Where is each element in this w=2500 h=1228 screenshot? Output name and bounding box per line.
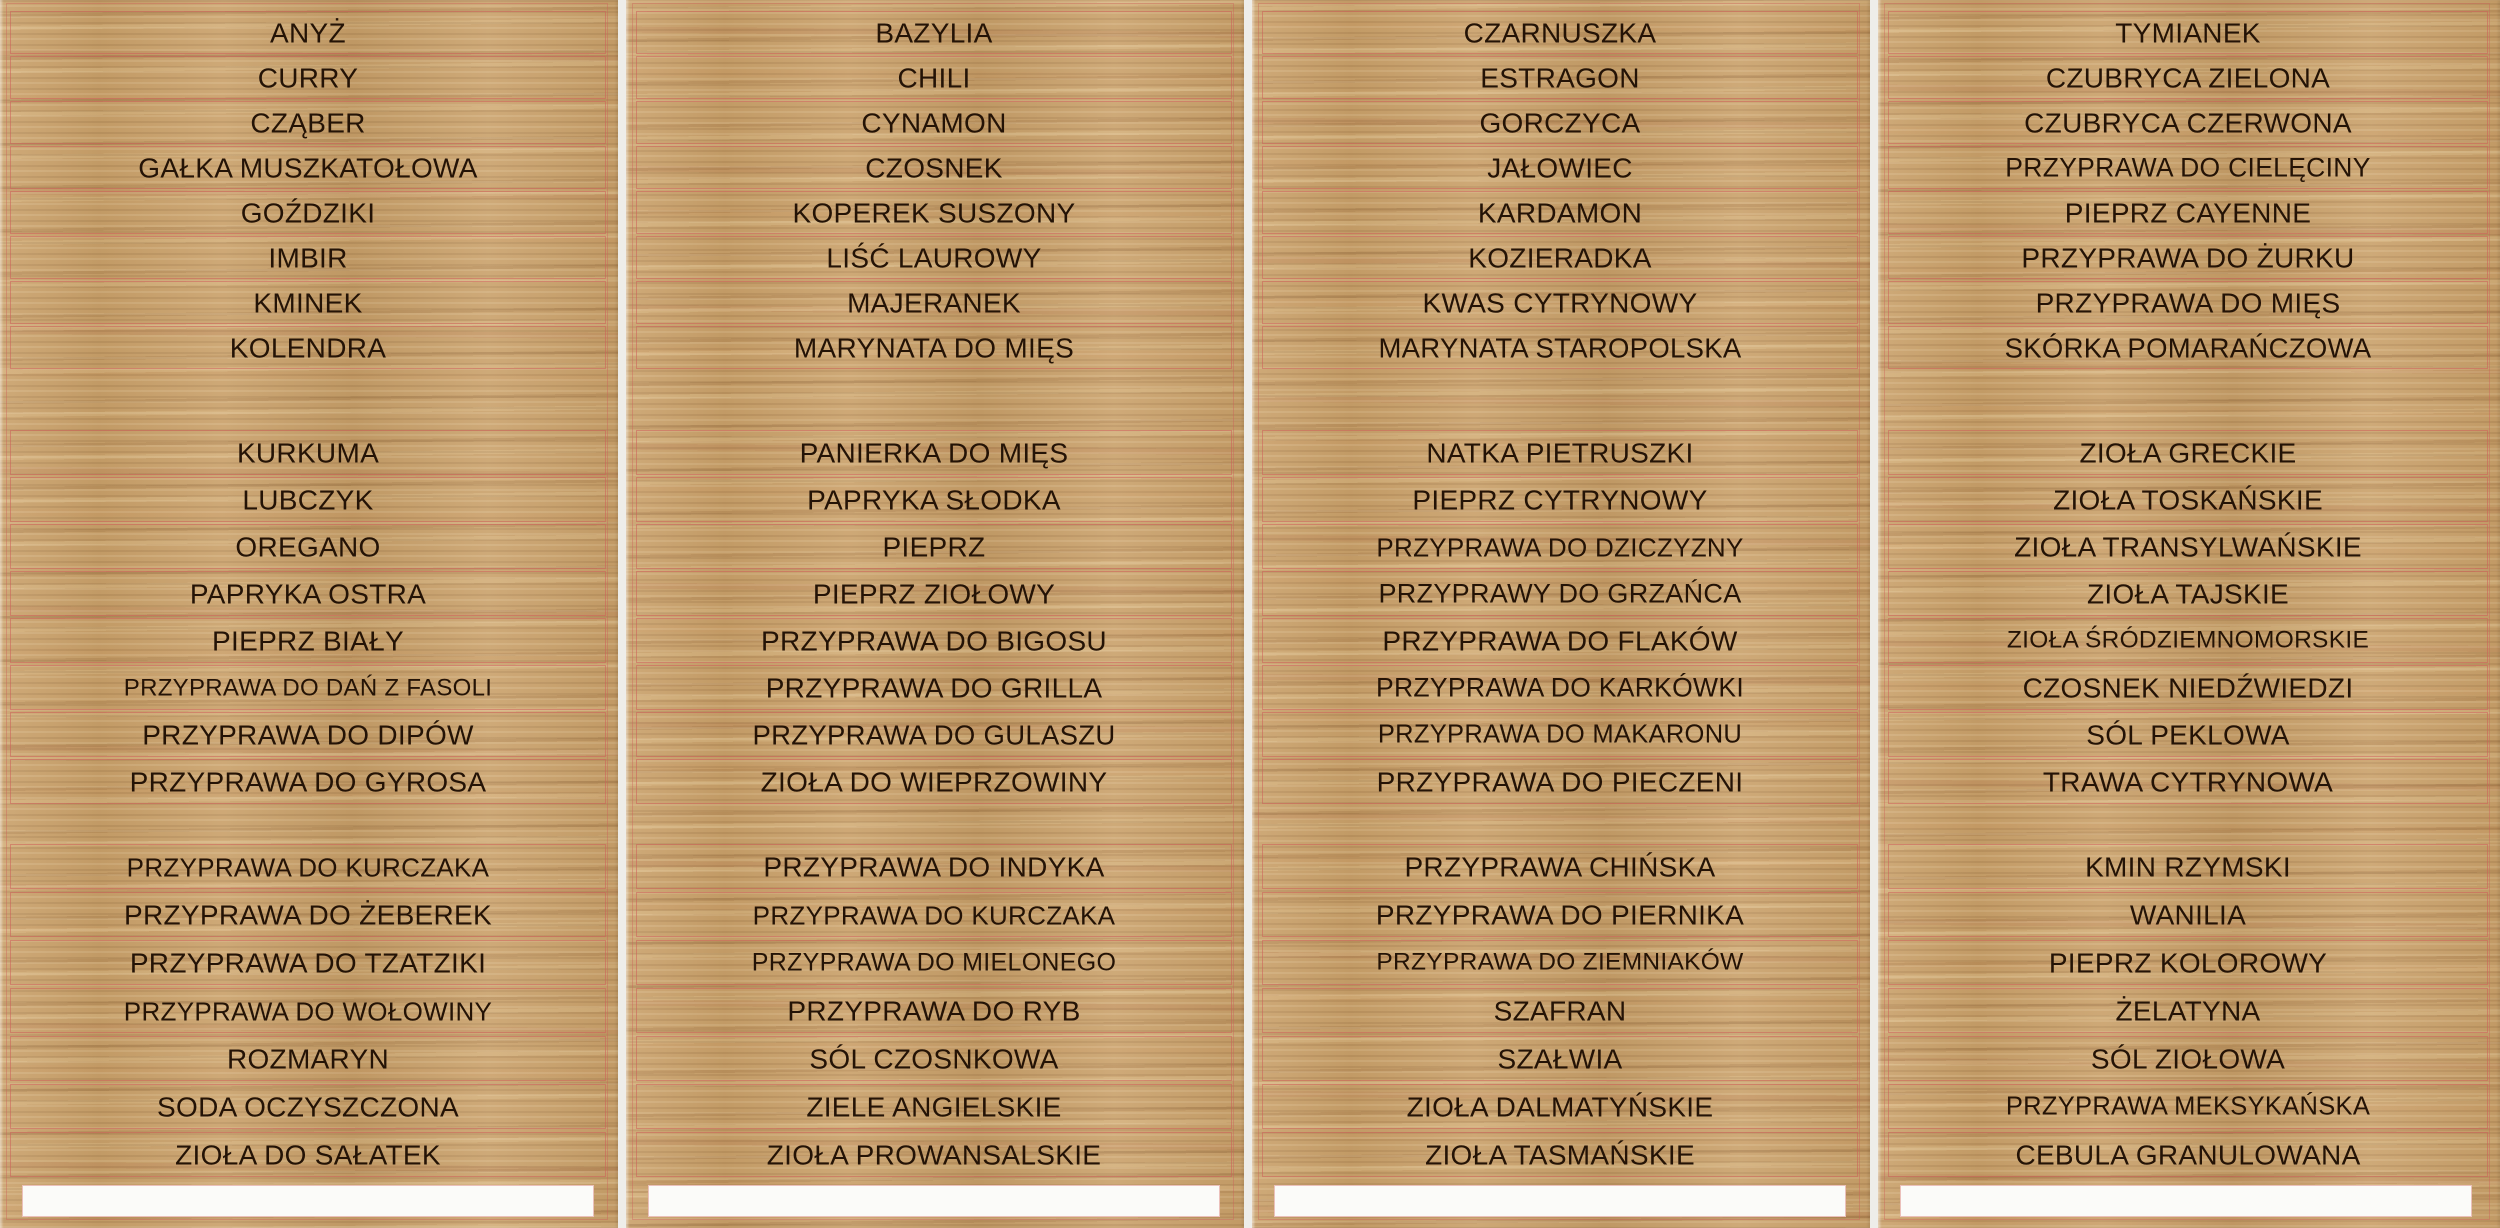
label-group-1 <box>636 11 1232 371</box>
spice-label-text: CHILI <box>897 62 971 93</box>
spice-label-cell <box>1888 618 2488 663</box>
spice-label-cell <box>10 712 606 757</box>
spice-label-text: ESTRAGON <box>1480 62 1640 93</box>
label-group-1 <box>1262 11 1858 371</box>
spice-label-text: PRZYPRAWA DO PIECZENI <box>1376 766 1744 797</box>
spice-label-text: PRZYPRAWA DO CIELĘCINY <box>2005 152 2371 183</box>
spice-label-cell <box>1888 326 2488 369</box>
spice-label-text: PRZYPRAWA CHIŃSKA <box>1404 851 1716 882</box>
spice-label-cell <box>1262 988 1858 1033</box>
spice-label-cell <box>636 524 1232 569</box>
spice-label-cell <box>10 1084 606 1129</box>
spice-label-text: CEBULA GRANULOWANA <box>2015 1139 2361 1170</box>
spice-label-text: GAŁKA MUSZKATOŁOWA <box>138 152 478 183</box>
spice-label-text: PRZYPRAWA DO TZATZIKI <box>129 947 487 978</box>
spice-label-text: GORCZYCA <box>1479 107 1641 138</box>
spice-label-cell <box>1262 11 1858 54</box>
spice-label-text: PRZYPRAWY DO GRZAŃCA <box>1378 578 1742 609</box>
wood-panel-4 <box>1878 0 2500 1228</box>
blank-label-strip <box>1274 1185 1846 1217</box>
spice-label-cell <box>1262 56 1858 99</box>
spice-label-text: NATKA PIETRUSZKI <box>1426 437 1694 468</box>
spice-label-text: PRZYPRAWA DO BIGOSU <box>761 625 1107 656</box>
spice-label-cell <box>1262 281 1858 324</box>
label-group-2 <box>1888 430 2488 806</box>
label-group-1 <box>1888 11 2488 371</box>
spice-label-cell <box>1888 191 2488 234</box>
spice-label-cell <box>1888 56 2488 99</box>
spice-label-cell <box>636 665 1232 710</box>
label-group-1 <box>10 11 606 371</box>
spice-label-cell <box>1262 101 1858 144</box>
spice-label-text: TRAWA CYTRYNOWA <box>2042 766 2334 797</box>
spice-label-cell <box>1262 524 1858 569</box>
spice-label-text: SODA OCZYSZCZONA <box>157 1091 459 1122</box>
spice-label-cell <box>1888 665 2488 710</box>
spice-label-text: PRZYPRAWA DO GULASZU <box>752 719 1116 751</box>
spice-label-cell <box>1262 1036 1858 1081</box>
spice-label-cell <box>10 844 606 889</box>
spice-label-cell <box>636 101 1232 144</box>
spice-label-cell <box>10 988 606 1033</box>
spice-label-cell <box>10 524 606 569</box>
spice-label-cell <box>1262 892 1858 937</box>
spice-label-text: SÓL ZIOŁOWA <box>2090 1043 2286 1074</box>
spice-label-text: ANYŻ <box>270 17 346 48</box>
spice-label-text: KMIN RZYMSKI <box>2085 851 2291 882</box>
spice-label-cell <box>636 11 1232 54</box>
spice-label-text: PRZYPRAWA DO PIERNIKA <box>1375 899 1745 930</box>
spice-label-cell <box>1888 759 2488 804</box>
spice-label-cell <box>1888 1132 2488 1177</box>
spice-label-text: PRZYPRAWA DO KARKÓWKI <box>1375 672 1745 703</box>
spice-label-cell <box>636 477 1232 522</box>
label-group-3 <box>636 844 1232 1180</box>
spice-label-cell <box>636 326 1232 369</box>
spice-label-cell <box>636 56 1232 99</box>
spice-label-cell <box>636 988 1232 1033</box>
spice-label-text: WANILIA <box>2129 899 2247 930</box>
spice-label-text: KMINEK <box>253 287 363 318</box>
spice-label-text: ZIOŁA TRANSYLWAŃSKIE <box>2014 531 2362 562</box>
spice-label-cell <box>636 844 1232 889</box>
spice-label-text: LUBCZYK <box>242 484 374 515</box>
label-group-2 <box>10 430 606 806</box>
spice-label-text: JAŁOWIEC <box>1487 152 1633 183</box>
spice-label-cell <box>10 1132 606 1177</box>
spice-label-text: CZUBRYCA CZERWONA <box>2024 107 2352 138</box>
spice-label-text: ZIOŁA GRECKIE <box>2079 437 2297 468</box>
spice-label-cell <box>1262 430 1858 475</box>
spice-label-text: SZAŁWIA <box>1497 1043 1623 1074</box>
wood-panel-1 <box>0 0 618 1228</box>
spice-label-cell <box>10 146 606 189</box>
spice-label-cell <box>10 326 606 369</box>
label-group-2 <box>1262 430 1858 806</box>
spice-label-text: PRZYPRAWA DO ZIEMNIAKÓW <box>1376 948 1744 976</box>
spice-label-text: PRZYPRAWA DO KURCZAKA <box>752 900 1116 930</box>
spice-label-text: ZIOŁA TASMAŃSKIE <box>1425 1139 1695 1170</box>
spice-label-cell <box>1888 281 2488 324</box>
spice-label-cell <box>1888 892 2488 937</box>
spice-label-cell <box>1262 940 1858 985</box>
spice-label-text: PRZYPRAWA DO MIĘS <box>2035 287 2341 318</box>
spice-label-cell <box>1262 759 1858 804</box>
spice-label-cell <box>1262 1132 1858 1177</box>
spice-label-cell <box>636 1084 1232 1129</box>
spice-label-cell <box>1262 191 1858 234</box>
blank-label-strip <box>648 1185 1220 1217</box>
spice-label-cell <box>1888 712 2488 757</box>
spice-label-text: CZOSNEK <box>865 152 1003 183</box>
spice-label-text: PRZYPRAWA DO DZICZYZNY <box>1376 532 1744 562</box>
spice-label-cell <box>1888 571 2488 616</box>
spice-label-text: KWAS CYTRYNOWY <box>1422 287 1698 318</box>
spice-label-cell <box>10 940 606 985</box>
spice-label-text: ZIOŁA DALMATYŃSKIE <box>1406 1091 1714 1122</box>
spice-label-cell <box>636 618 1232 663</box>
spice-label-text: OREGANO <box>235 531 381 562</box>
spice-label-cell <box>1262 618 1858 663</box>
spice-label-text: ZIOŁA DO SAŁATEK <box>175 1139 441 1170</box>
spice-label-cell <box>1262 1084 1858 1129</box>
spice-label-cell <box>1888 477 2488 522</box>
spice-label-text: ZIOŁA ŚRÓDZIEMNOMORSKIE <box>2006 626 2370 654</box>
label-group-2 <box>636 430 1232 806</box>
spice-label-cell <box>1262 665 1858 710</box>
spice-label-text: PIEPRZ CYTRYNOWY <box>1412 484 1708 515</box>
wood-panel-3 <box>1252 0 1870 1228</box>
label-group-3 <box>10 844 606 1180</box>
spice-label-text: CZARNUSZKA <box>1463 17 1657 48</box>
spice-label-text: SÓL PEKLOWA <box>2086 719 2290 750</box>
spice-label-text: PIEPRZ BIAŁY <box>212 625 404 656</box>
spice-label-text: SKÓRKA POMARAŃCZOWA <box>2004 332 2372 364</box>
spice-label-cell <box>636 191 1232 234</box>
spice-label-cell <box>636 892 1232 937</box>
spice-label-text: ZIELE ANGIELSKIE <box>806 1091 1062 1122</box>
spice-label-cell <box>10 665 606 710</box>
spice-label-cell <box>1888 236 2488 279</box>
spice-label-cell <box>636 430 1232 475</box>
spice-label-text: SÓL CZOSNKOWA <box>809 1043 1059 1074</box>
spice-label-cell <box>636 759 1232 804</box>
spice-label-text: ZIOŁA TOSKAŃSKIE <box>2053 484 2323 515</box>
spice-label-text: LIŚĆ LAUROWY <box>826 242 1042 273</box>
spice-label-text: CZOSNEK NIEDŹWIEDZI <box>2022 672 2354 703</box>
spice-label-text: PRZYPRAWA DO INDYKA <box>763 851 1105 882</box>
spice-label-cell <box>1262 326 1858 369</box>
spice-label-text: ZIOŁA TAJSKIE <box>2086 578 2290 609</box>
spice-label-cell <box>636 1036 1232 1081</box>
wood-panel-2 <box>626 0 1244 1228</box>
spice-label-cell <box>10 477 606 522</box>
spice-label-cell <box>636 940 1232 985</box>
spice-label-text: PIEPRZ CAYENNE <box>2064 197 2312 228</box>
spice-label-text: CYNAMON <box>861 107 1007 138</box>
spice-label-text: PRZYPRAWA DO WOŁOWINY <box>123 996 493 1026</box>
spice-label-text: KOZIERADKA <box>1468 242 1652 273</box>
label-group-3 <box>1888 844 2488 1180</box>
spice-label-cell <box>10 759 606 804</box>
spice-label-cell <box>10 281 606 324</box>
spice-label-text: KURKUMA <box>236 437 380 468</box>
spice-label-cell <box>1262 477 1858 522</box>
spice-label-cell <box>1888 146 2488 189</box>
spice-label-cell <box>10 236 606 279</box>
spice-label-text: KOLENDRA <box>229 332 387 363</box>
spice-label-text: GOŹDZIKI <box>240 197 376 228</box>
spice-label-cell <box>10 56 606 99</box>
spice-label-text: PIEPRZ <box>882 531 986 562</box>
spice-label-text: TYMIANEK <box>2115 17 2261 48</box>
blank-label-strip <box>22 1185 594 1217</box>
spice-label-text: KARDAMON <box>1477 197 1643 228</box>
spice-label-text: PRZYPRAWA DO MIELONEGO <box>751 948 1117 977</box>
spice-label-text: PRZYPRAWA DO GRILLA <box>765 672 1103 703</box>
spice-label-cell <box>10 191 606 234</box>
spice-label-cell <box>10 11 606 54</box>
spice-label-text: PIEPRZ KOLOROWY <box>2048 947 2328 978</box>
spice-label-cell <box>1262 712 1858 757</box>
spice-label-cell <box>1888 524 2488 569</box>
spice-label-text: PAPRYKA SŁODKA <box>807 484 1061 515</box>
spice-label-text: PRZYPRAWA DO RYB <box>787 995 1081 1026</box>
spice-label-cell <box>10 892 606 937</box>
spice-label-cell <box>1262 844 1858 889</box>
spice-label-text: SZAFRAN <box>1493 995 1627 1026</box>
spice-label-text: PRZYPRAWA DO KURCZAKA <box>126 852 490 882</box>
spice-label-cell <box>1262 571 1858 616</box>
spice-label-text: CZUBRYCA ZIELONA <box>2045 62 2331 93</box>
label-group-3 <box>1262 844 1858 1180</box>
spice-label-text: KOPEREK SUSZONY <box>792 197 1076 228</box>
spice-label-text: PRZYPRAWA MEKSYKAŃSKA <box>2005 1092 2371 1121</box>
spice-label-cell <box>1888 1036 2488 1081</box>
spice-label-cell <box>1888 101 2488 144</box>
spice-label-text: PRZYPRAWA DO DAŃ Z FASOLI <box>123 674 493 701</box>
spice-label-text: ŻELATYNA <box>2115 995 2261 1026</box>
spice-label-cell <box>1262 236 1858 279</box>
spice-label-cell <box>10 618 606 663</box>
spice-label-cell <box>636 146 1232 189</box>
spice-label-text: MARYNATA DO MIĘS <box>793 332 1075 363</box>
spice-label-text: PRZYPRAWA DO MAKARONU <box>1377 720 1743 749</box>
spice-label-text: CURRY <box>257 62 359 93</box>
spice-label-cell <box>636 1132 1232 1177</box>
spice-label-cell <box>1262 146 1858 189</box>
spice-label-text: ZIOŁA PROWANSALSKIE <box>766 1139 1102 1170</box>
spice-label-cell <box>10 430 606 475</box>
spice-label-text: MAJERANEK <box>847 287 1021 318</box>
spice-label-cell <box>636 712 1232 757</box>
blank-label-strip <box>1900 1185 2472 1217</box>
spice-label-text: PRZYPRAWA DO ŻURKU <box>2021 242 2355 273</box>
spice-label-text: ZIOŁA DO WIEPRZOWINY <box>760 766 1108 797</box>
spice-label-text: PANIERKA DO MIĘS <box>799 437 1069 468</box>
spice-label-text: ROZMARYN <box>226 1043 390 1074</box>
spice-label-cell <box>10 101 606 144</box>
spice-label-cell <box>1888 988 2488 1033</box>
spice-label-text: PRZYPRAWA DO GYROSA <box>129 766 487 797</box>
spice-label-text: IMBIR <box>268 242 348 273</box>
spice-label-text: PRZYPRAWA DO DIPÓW <box>142 719 474 750</box>
spice-label-cell <box>10 1036 606 1081</box>
spice-label-cell <box>1888 11 2488 54</box>
spice-label-cell <box>10 571 606 616</box>
spice-label-cell <box>1888 844 2488 889</box>
spice-label-text: PRZYPRAWA DO FLAKÓW <box>1382 625 1738 656</box>
spice-label-text: MARYNATA STAROPOLSKA <box>1378 332 1742 364</box>
spice-label-text: CZĄBER <box>250 107 366 138</box>
spice-label-text: PRZYPRAWA DO ŻEBEREK <box>124 899 492 930</box>
spice-label-text: PIEPRZ ZIOŁOWY <box>812 578 1056 609</box>
spice-label-cell <box>636 236 1232 279</box>
spice-label-cell <box>636 571 1232 616</box>
spice-label-cell <box>1888 1084 2488 1129</box>
spice-label-text: BAZYLIA <box>875 17 993 48</box>
spice-label-cell <box>1888 940 2488 985</box>
spice-label-cell <box>1888 430 2488 475</box>
spice-label-cell <box>636 281 1232 324</box>
spice-label-text: PAPRYKA OSTRA <box>189 578 427 609</box>
